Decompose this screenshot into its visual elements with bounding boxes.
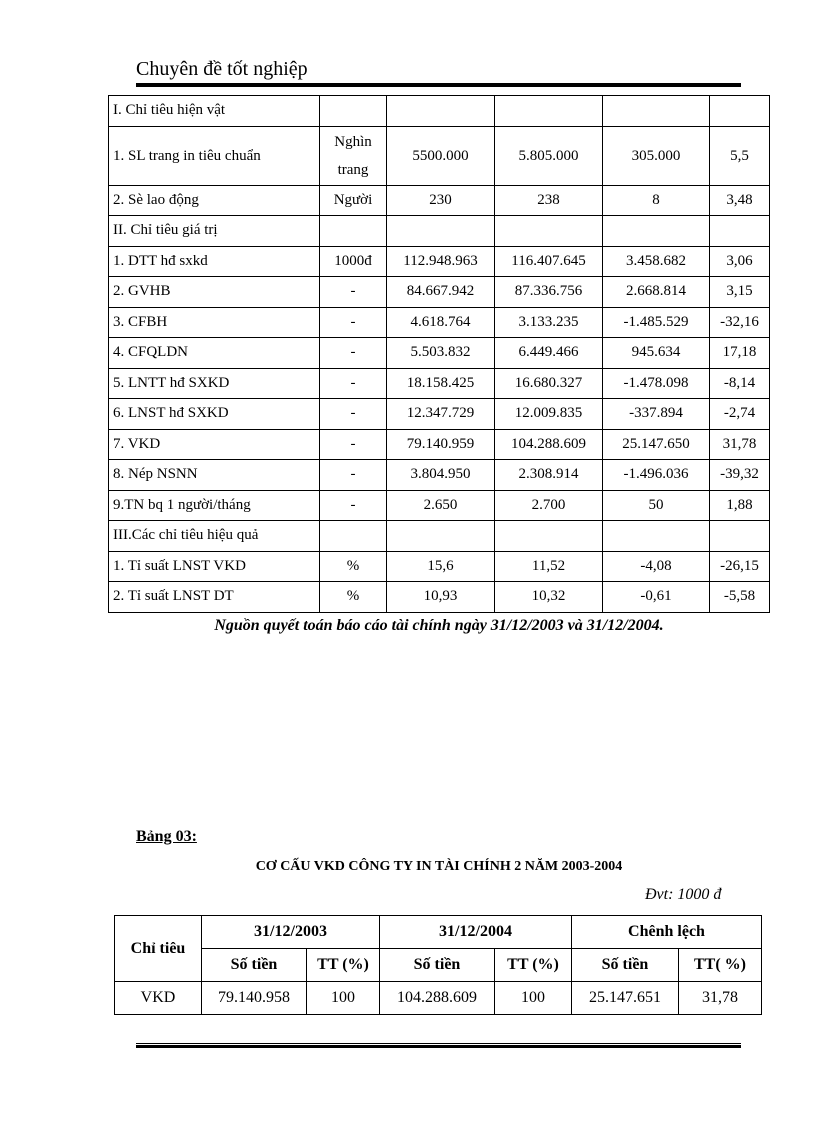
table-cell: 1,88 [710, 490, 770, 521]
table-cell: 8 [603, 185, 710, 216]
table-cell: 10,32 [495, 582, 603, 613]
table-cell: Người [320, 185, 387, 216]
table-cell: 5.503.832 [387, 338, 495, 369]
table-cell: 16.680.327 [495, 368, 603, 399]
table-cell: 12.347.729 [387, 399, 495, 430]
table-row [109, 490, 770, 521]
table-cell: 112.948.963 [387, 246, 495, 277]
table-cell: 12.009.835 [495, 399, 603, 430]
table-cell: 945.634 [603, 338, 710, 369]
table-cell: -1.478.098 [603, 368, 710, 399]
table-cell [603, 216, 710, 247]
table-cell: 104.288.609 [495, 429, 603, 460]
source-note: Nguồn quyết toán báo cáo tài chính ngày 31/12/2003 và 31/12/2004. [214, 617, 664, 634]
table-cell: 79.140.959 [387, 429, 495, 460]
subheader-ratio-diff: TT( %) [679, 949, 762, 982]
table-cell: - [320, 307, 387, 338]
table-cell: 3,15 [710, 277, 770, 308]
table-row [109, 185, 770, 216]
table-subheader-row [115, 949, 762, 982]
table-cell: -32,16 [710, 307, 770, 338]
table-cell [320, 216, 387, 247]
table-cell [603, 96, 710, 127]
table-cell: - [320, 277, 387, 308]
unit-note: Đvt: 1000 đ [645, 886, 722, 903]
table-row [109, 338, 770, 369]
table-cell: -1.496.036 [603, 460, 710, 491]
table-cell: 238 [495, 185, 603, 216]
table-row [109, 521, 770, 552]
table-cell: 100 [307, 982, 380, 1015]
table-cell [710, 96, 770, 127]
table-cell: 5.805.000 [495, 126, 603, 185]
table-cell: Nghìn trang [320, 126, 387, 185]
table-cell: 1. Tỉ suất LNST VKD [109, 551, 320, 582]
table-cell: -26,15 [710, 551, 770, 582]
table-cell: 8. Nép NSNN [109, 460, 320, 491]
table-cell: 2.668.814 [603, 277, 710, 308]
table-cell: 2.700 [495, 490, 603, 521]
table-cell: 5500.000 [387, 126, 495, 185]
table-cell: 305.000 [603, 126, 710, 185]
table-cell: 3.133.235 [495, 307, 603, 338]
table-row [109, 96, 770, 127]
table-cell [495, 96, 603, 127]
table-cell [320, 96, 387, 127]
subheader-amount-2003: Số tiền [202, 949, 307, 982]
table-cell: -337.894 [603, 399, 710, 430]
header-rule [136, 83, 741, 87]
table-cell: 5,5 [710, 126, 770, 185]
table-cell: 2. GVHB [109, 277, 320, 308]
table-row [109, 246, 770, 277]
subheader-amount-2004: Số tiền [380, 949, 495, 982]
table-cell: 3. CFBH [109, 307, 320, 338]
table-cell: - [320, 399, 387, 430]
table-cell: % [320, 551, 387, 582]
table-row [109, 277, 770, 308]
table-title: CƠ CẤU VKD CÔNG TY IN TÀI CHÍNH 2 NĂM 2003-2004 [255, 859, 623, 874]
table-cell: 31,78 [679, 982, 762, 1015]
table-cell: 2.308.914 [495, 460, 603, 491]
table-cell: -5,58 [710, 582, 770, 613]
table-cell: 3,06 [710, 246, 770, 277]
subheader-ratio-2003: TT (%) [307, 949, 380, 982]
table-cell: VKD [115, 982, 202, 1015]
table-cell: -0,61 [603, 582, 710, 613]
table-cell: 100 [495, 982, 572, 1015]
table-cell: 1. SL trang in tiêu chuẩn [109, 126, 320, 185]
table-cell: - [320, 338, 387, 369]
table-row [109, 460, 770, 491]
table-row [109, 429, 770, 460]
table-cell: 9.TN bq 1 người/tháng [109, 490, 320, 521]
table-cell: II. Chỉ tiêu giá trị [109, 216, 320, 247]
table-cell: 1000đ [320, 246, 387, 277]
table-cell: 2. Sè lao động [109, 185, 320, 216]
table-cell: 31,78 [710, 429, 770, 460]
table-cell: 2.650 [387, 490, 495, 521]
table-cell [710, 216, 770, 247]
table-cell: 1. DTT hđ sxkd [109, 246, 320, 277]
table-row [115, 982, 762, 1015]
table-cell: 84.667.942 [387, 277, 495, 308]
table-cell: 50 [603, 490, 710, 521]
capital-structure-table [114, 915, 762, 1015]
table-cell: 6. LNST hđ SXKD [109, 399, 320, 430]
table-cell: -1.485.529 [603, 307, 710, 338]
table-cell: 4.618.764 [387, 307, 495, 338]
table-cell: III.Các chỉ tiêu hiệu quả [109, 521, 320, 552]
table-cell: I. Chỉ tiêu hiện vật [109, 96, 320, 127]
table-cell: 17,18 [710, 338, 770, 369]
table-cell: 3,48 [710, 185, 770, 216]
footer-rule [136, 1043, 741, 1048]
table-cell [387, 216, 495, 247]
table-row [109, 399, 770, 430]
table-cell: 18.158.425 [387, 368, 495, 399]
table-cell: 230 [387, 185, 495, 216]
table-cell: 11,52 [495, 551, 603, 582]
table-cell: 116.407.645 [495, 246, 603, 277]
table-cell [320, 521, 387, 552]
table-cell: 10,93 [387, 582, 495, 613]
indicators-table [108, 95, 770, 613]
table-cell: % [320, 582, 387, 613]
table-row [109, 216, 770, 247]
group-header-2003: 31/12/2003 [202, 916, 380, 949]
table-cell [387, 96, 495, 127]
table-cell: 5. LNTT hđ SXKD [109, 368, 320, 399]
table-cell: 15,6 [387, 551, 495, 582]
table-cell: 3.458.682 [603, 246, 710, 277]
table-cell: 7. VKD [109, 429, 320, 460]
table-cell: 3.804.950 [387, 460, 495, 491]
table-cell: - [320, 429, 387, 460]
table-cell: -39,32 [710, 460, 770, 491]
table-cell [387, 521, 495, 552]
subheader-ratio-2004: TT (%) [495, 949, 572, 982]
table-cell: 4. CFQLDN [109, 338, 320, 369]
page-header-title: Chuyên đề tốt nghiệp [136, 58, 308, 80]
table-cell [710, 521, 770, 552]
table-row [109, 126, 770, 185]
table-row [109, 307, 770, 338]
table-header-row [115, 916, 762, 949]
col-header-indicator: Chỉ tiêu [115, 916, 202, 982]
table-cell [603, 521, 710, 552]
table-cell: -4,08 [603, 551, 710, 582]
table-cell: 87.336.756 [495, 277, 603, 308]
table-cell: - [320, 368, 387, 399]
table-cell [495, 521, 603, 552]
table-cell: 79.140.958 [202, 982, 307, 1015]
group-header-difference: Chênh lệch [572, 916, 762, 949]
table-cell: - [320, 460, 387, 491]
table-row [109, 551, 770, 582]
table-cell [495, 216, 603, 247]
table-cell: 25.147.651 [572, 982, 679, 1015]
table-cell: -8,14 [710, 368, 770, 399]
table-cell: - [320, 490, 387, 521]
table-row [109, 368, 770, 399]
subheader-amount-diff: Số tiền [572, 949, 679, 982]
table-row [109, 582, 770, 613]
group-header-2004: 31/12/2004 [380, 916, 572, 949]
table-cell: -2,74 [710, 399, 770, 430]
table-cell: 6.449.466 [495, 338, 603, 369]
table-cell: 25.147.650 [603, 429, 710, 460]
table-label: Bảng 03: [136, 828, 197, 845]
table-cell: 104.288.609 [380, 982, 495, 1015]
table-cell: 2. Tỉ suất LNST DT [109, 582, 320, 613]
